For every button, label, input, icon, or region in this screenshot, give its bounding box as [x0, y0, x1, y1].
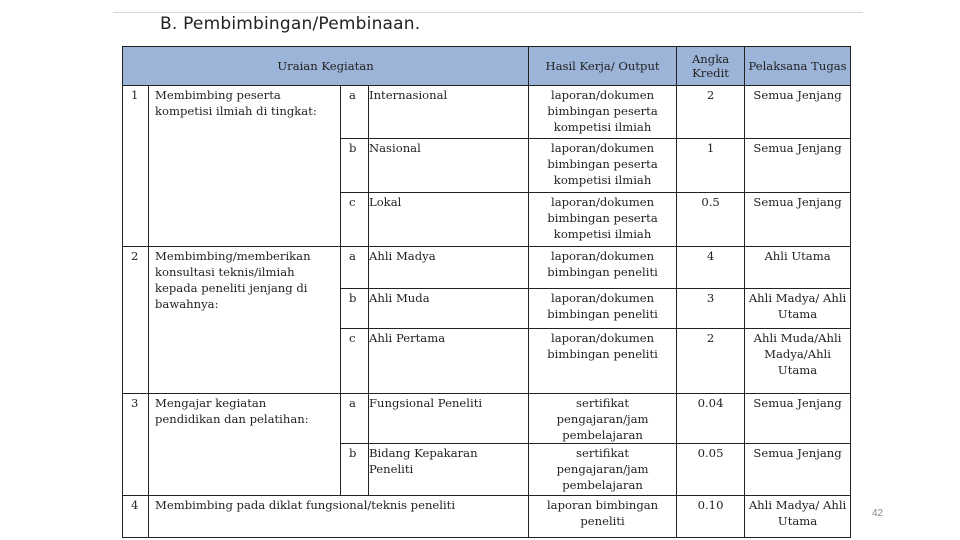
row-description: Membimbing peserta kompetisi ilmiah di tingkat:: [149, 86, 341, 247]
table-row: [123, 394, 851, 444]
item-hasil: laporan/dokumen bimbingan peneliti: [529, 247, 677, 289]
table-row: [123, 496, 851, 538]
item-letter: b: [341, 139, 369, 193]
table-row: [123, 86, 851, 139]
item-name: Lokal: [369, 193, 529, 247]
row-number: 3: [123, 394, 149, 496]
header-angka: Angka Kredit: [677, 47, 745, 86]
row-description: Membimbing/memberikan konsultasi teknis/ilmiah kepada peneliti jenjang di bawahnya:: [149, 247, 341, 394]
item-letter: a: [341, 86, 369, 139]
item-name: Bidang Kepakaran Peneliti: [369, 444, 529, 496]
item-angka: 0.04: [677, 394, 745, 444]
item-name: Ahli Madya: [369, 247, 529, 289]
item-angka: 4: [677, 247, 745, 289]
header-hasil: Hasil Kerja/ Output: [529, 47, 677, 86]
item-hasil: laporan bimbingan peneliti: [529, 496, 677, 538]
item-hasil: laporan/dokumen bimbingan peneliti: [529, 289, 677, 329]
kegiatan-table: [122, 46, 851, 538]
top-divider: [113, 12, 863, 13]
row-number: 4: [123, 496, 149, 538]
item-pelaksana: Ahli Muda/Ahli Madya/Ahli Utama: [745, 329, 851, 394]
header-uraian: Uraian Kegiatan: [123, 47, 529, 86]
page-number: 42: [872, 508, 884, 519]
item-pelaksana: Ahli Madya/ Ahli Utama: [745, 496, 851, 538]
item-letter: b: [341, 444, 369, 496]
item-letter: c: [341, 193, 369, 247]
item-letter: c: [341, 329, 369, 394]
item-angka: 0.10: [677, 496, 745, 538]
item-angka: 2: [677, 329, 745, 394]
row-number: 1: [123, 86, 149, 247]
item-pelaksana: Ahli Utama: [745, 247, 851, 289]
item-hasil: sertifikat pengajaran/jam pembelajaran: [529, 444, 677, 496]
item-pelaksana: Ahli Madya/ Ahli Utama: [745, 289, 851, 329]
item-hasil: sertifikat pengajaran/jam pembelajaran: [529, 394, 677, 444]
item-name: Nasional: [369, 139, 529, 193]
item-angka: 0.5: [677, 193, 745, 247]
item-angka: 3: [677, 289, 745, 329]
item-name: Ahli Muda: [369, 289, 529, 329]
item-hasil: laporan/dokumen bimbingan peserta kompetisi ilmiah: [529, 86, 677, 139]
item-hasil: laporan/dokumen bimbingan peserta kompetisi ilmiah: [529, 139, 677, 193]
row-description: Mengajar kegiatan pendidikan dan pelatihan:: [149, 394, 341, 496]
item-angka: 1: [677, 139, 745, 193]
item-pelaksana: Semua Jenjang: [745, 86, 851, 139]
item-hasil: laporan/dokumen bimbingan peserta kompetisi ilmiah: [529, 193, 677, 247]
item-pelaksana: Semua Jenjang: [745, 394, 851, 444]
item-name: Ahli Pertama: [369, 329, 529, 394]
item-hasil: laporan/dokumen bimbingan peneliti: [529, 329, 677, 394]
row-description: Membimbing pada diklat fungsional/teknis peneliti: [149, 496, 529, 538]
row-number: 2: [123, 247, 149, 394]
item-angka: 2: [677, 86, 745, 139]
item-letter: a: [341, 247, 369, 289]
item-letter: a: [341, 394, 369, 444]
item-pelaksana: Semua Jenjang: [745, 139, 851, 193]
item-name: Internasional: [369, 86, 529, 139]
item-pelaksana: Semua Jenjang: [745, 193, 851, 247]
table-header-row: [123, 47, 851, 86]
item-pelaksana: Semua Jenjang: [745, 444, 851, 496]
table-row: [123, 247, 851, 289]
item-angka: 0.05: [677, 444, 745, 496]
section-title: B. Pembimbingan/Pembinaan.: [160, 14, 421, 34]
item-letter: b: [341, 289, 369, 329]
item-name: Fungsional Peneliti: [369, 394, 529, 444]
header-pelaksana: Pelaksana Tugas: [745, 47, 851, 86]
